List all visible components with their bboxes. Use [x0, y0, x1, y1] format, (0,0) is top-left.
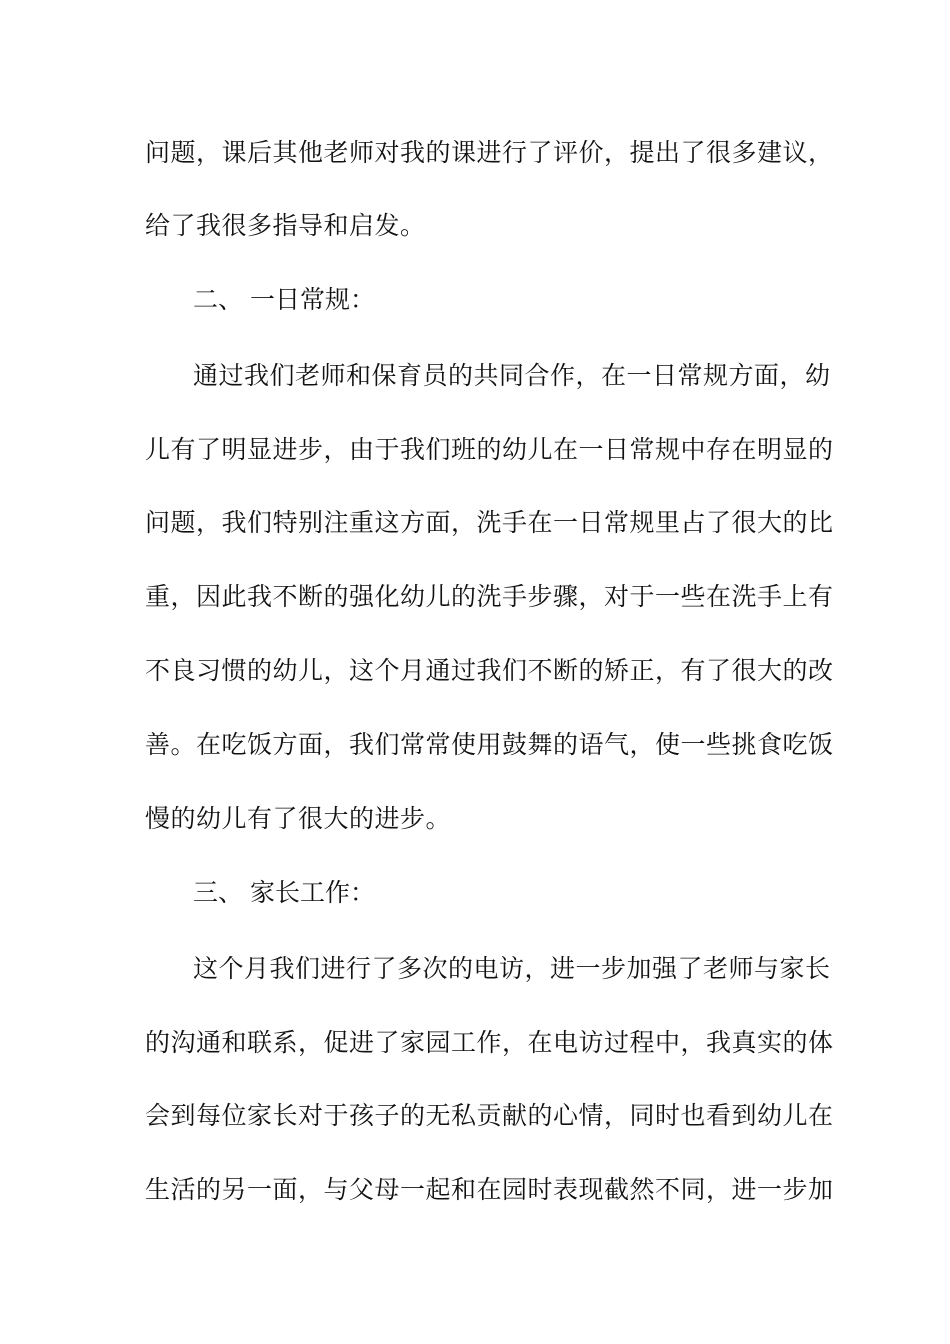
- paragraph-line: 给了我很多指导和启发。: [145, 211, 426, 240]
- paragraph-line: 善。在吃饭方面，我们常常使用鼓舞的语气，使一些挑食吃饭: [145, 730, 834, 759]
- paragraph-line: 的沟通和联系，促进了家园工作，在电访过程中，我真实的体: [145, 1028, 834, 1057]
- paragraph-line: 儿有了明显进步，由于我们班的幼儿在一日常规中存在明显的: [145, 435, 834, 464]
- paragraph-line: 不良习惯的幼儿，这个月通过我们不断的矫正，有了很大的改: [145, 656, 834, 685]
- paragraph-line: 重，因此我不断的强化幼儿的洗手步骤，对于一些在洗手上有: [145, 582, 834, 611]
- paragraph-line: 会到每位家长对于孩子的无私贡献的心情，同时也看到幼儿在: [145, 1101, 834, 1130]
- section-title: 家长工作：: [250, 878, 376, 907]
- paragraph-line: 问题，课后其他老师对我的课进行了评价，提出了很多建议，: [145, 138, 834, 167]
- section-title: 一日常规：: [250, 285, 376, 314]
- paragraph-line: 这个月我们进行了多次的电访，进一步加强了老师与家长: [193, 954, 831, 983]
- section-number: 二、: [193, 285, 244, 314]
- paragraph-line: 慢的幼儿有了很大的进步。: [145, 804, 452, 833]
- section-number: 三、: [193, 878, 244, 907]
- paragraph-line: 通过我们老师和保育员的共同合作，在一日常规方面，幼: [193, 361, 831, 390]
- paragraph-line: 生活的另一面，与父母一起和在园时表现截然不同，进一步加: [145, 1175, 834, 1204]
- paragraph-line: 问题，我们特别注重这方面，洗手在一日常规里占了很大的比: [145, 508, 834, 537]
